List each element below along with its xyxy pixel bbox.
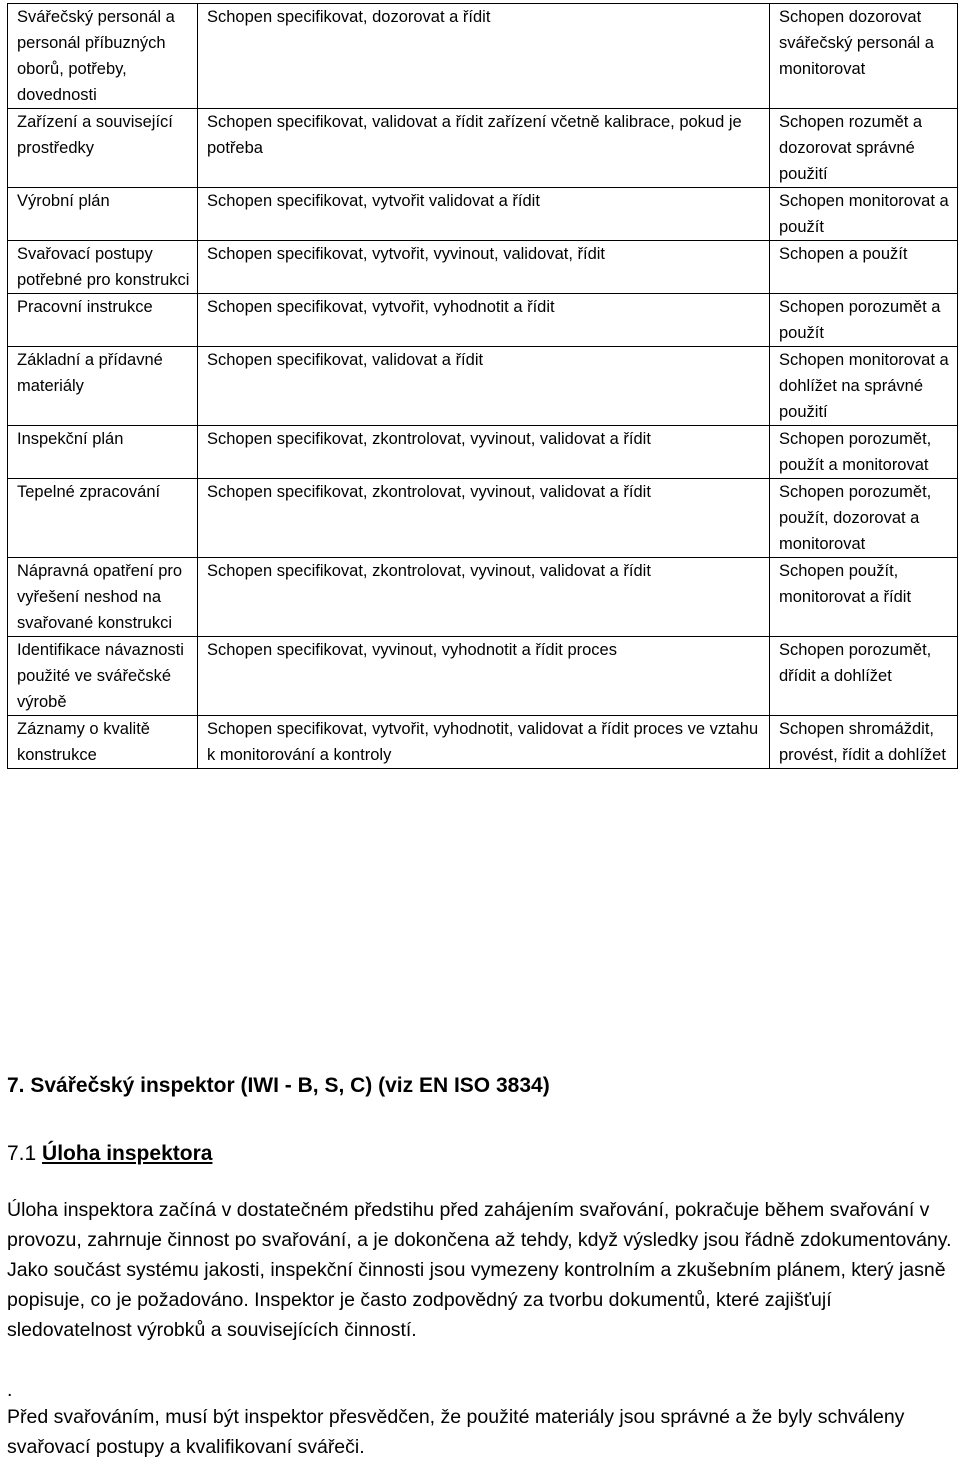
role-cell: Schopen použít, monitorovat a řídit xyxy=(770,558,958,637)
spec-cell: Schopen specifikovat, zkontrolovat, vyvinout, validovat a řídit xyxy=(198,426,770,479)
table-row xyxy=(8,109,958,188)
role-cell: Schopen shromáždit, provést, řídit a dohlížet xyxy=(770,716,958,769)
table-row xyxy=(8,188,958,241)
section-heading: 7. Svářečský inspektor (IWI - B, S, C) (viz EN ISO 3834) xyxy=(7,1074,550,1097)
item-cell: Svařovací postupy potřebné pro konstrukci xyxy=(8,241,198,294)
table-row xyxy=(8,294,958,347)
spec-cell: Schopen specifikovat, zkontrolovat, vyvinout, validovat a řídit xyxy=(198,558,770,637)
role-cell: Schopen rozumět a dozorovat správné použití xyxy=(770,109,958,188)
role-cell: Schopen monitorovat a použít xyxy=(770,188,958,241)
item-cell: Inspekční plán xyxy=(8,426,198,479)
table-row xyxy=(8,637,958,716)
table-row xyxy=(8,426,958,479)
item-cell: Zařízení a související prostředky xyxy=(8,109,198,188)
item-cell: Tepelné zpracování xyxy=(8,479,198,558)
role-cell: Schopen monitorovat a dohlížet na správné použití xyxy=(770,347,958,426)
spec-cell: Schopen specifikovat, validovat a řídit zařízení včetně kalibrace, pokud je potřeba xyxy=(198,109,770,188)
item-cell: Pracovní instrukce xyxy=(8,294,198,347)
subsection-heading xyxy=(7,1139,212,1169)
spec-cell: Schopen specifikovat, dozorovat a řídit xyxy=(198,4,770,109)
item-cell: Svářečský personál a personál příbuzných oborů, potřeby, dovednosti xyxy=(8,4,198,109)
table-row xyxy=(8,347,958,426)
item-cell: Výrobní plán xyxy=(8,188,198,241)
spec-cell: Schopen specifikovat, vytvořit, vyhodnotit a řídit xyxy=(198,294,770,347)
spec-cell: Schopen specifikovat, vytvořit, vyvinout, validovat, řídit xyxy=(198,241,770,294)
role-cell: Schopen porozumět, dřídit a dohlížet xyxy=(770,637,958,716)
subsection-title: Úloha inspektora xyxy=(42,1142,213,1165)
table-row xyxy=(8,479,958,558)
spec-cell: Schopen specifikovat, zkontrolovat, vyvinout, validovat a řídit xyxy=(198,479,770,558)
item-cell: Základní a přídavné materiály xyxy=(8,347,198,426)
role-cell: Schopen dozorovat svářečský personál a monitorovat xyxy=(770,4,958,109)
item-cell: Nápravná opatření pro vyřešení neshod na svařované konstrukci xyxy=(8,558,198,637)
table-row xyxy=(8,716,958,769)
role-cell: Schopen a použít xyxy=(770,241,958,294)
paragraph-separator: . xyxy=(7,1379,13,1401)
spec-cell: Schopen specifikovat, validovat a řídit xyxy=(198,347,770,426)
item-cell: Záznamy o kvalitě konstrukce xyxy=(8,716,198,769)
role-cell: Schopen porozumět, použít a monitorovat xyxy=(770,426,958,479)
role-cell: Schopen porozumět, použít, dozorovat a monitorovat xyxy=(770,479,958,558)
responsibility-table xyxy=(7,3,958,769)
paragraph-role-description: Úloha inspektora začíná v dostatečném předstihu před zahájením svařování, pokračuje během svařování v provozu, zahrnuje činnost po svařování, a je dokončena až tehdy, když výsledky jsou řádně zdokumentovány. Jako součást systému jakosti, inspekční činnosti jsou vymezeny kontrolním a zkušebním plánem, který jasně popisuje, co je požadováno. Inspektor je často zodpovědný za tvorbu dokumentů, které zajišťují sledovatelnost výrobků a souvisejících činností. xyxy=(7,1199,952,1341)
table-row xyxy=(8,241,958,294)
spec-cell: Schopen specifikovat, vytvořit validovat a řídit xyxy=(198,188,770,241)
role-cell: Schopen porozumět a použít xyxy=(770,294,958,347)
spec-cell: Schopen specifikovat, vytvořit, vyhodnotit, validovat a řídit proces ve vztahu k monitorování a kontroly xyxy=(198,716,770,769)
paragraph-before-welding: Před svařováním, musí být inspektor přesvědčen, že použité materiály jsou správné a že byly schváleny svařovací postupy a kvalifikovaní svářeči. xyxy=(7,1406,905,1458)
item-cell: Identifikace návaznosti použité ve svářečské výrobě xyxy=(8,637,198,716)
table-row xyxy=(8,4,958,109)
table-row xyxy=(8,558,958,637)
subsection-number: 7.1 xyxy=(7,1142,37,1165)
spec-cell: Schopen specifikovat, vyvinout, vyhodnotit a řídit proces xyxy=(198,637,770,716)
